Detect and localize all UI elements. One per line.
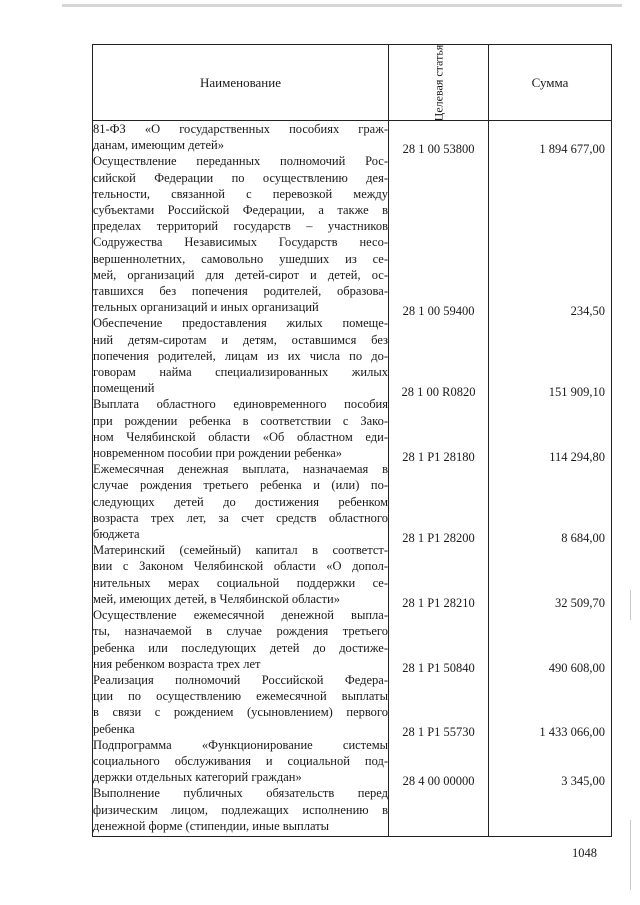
row-name-line: бюджета — [93, 527, 140, 542]
sums-column — [489, 121, 612, 837]
row-name-line: тельных организаций и иных организаций — [93, 300, 319, 315]
row-name-line: ребенка — [93, 721, 135, 736]
row-name-line: ний детям-сиротам и детям, оставшимся без — [93, 332, 388, 347]
row-name-line: данам, имеющим детей» — [93, 138, 224, 153]
row-code: 28 1 P1 50840 — [402, 660, 475, 675]
row-code: 28 1 00 59400 — [402, 304, 475, 319]
row-name-line: субъектами Российской Федерации, а также в — [93, 203, 388, 218]
row-name-line: говорам найма специализированных жилых — [93, 365, 388, 380]
row-name-line: 81-ФЗ «О государственных пособиях граж- — [93, 122, 388, 136]
row-name-line: пределах территорий государств – участников — [93, 219, 388, 234]
row-name — [93, 607, 388, 672]
row-name-line: следующих детей до достижения ребенком — [93, 494, 388, 509]
row-sum: 234,50 — [570, 304, 605, 319]
row-name-line: вии с Законом Челябинской области «О допол- — [93, 559, 388, 574]
row-sum: 114 294,80 — [549, 450, 605, 464]
row-name-line: случае рождения третьего ребенка и (или) по- — [93, 478, 388, 493]
row-name — [93, 672, 388, 737]
row-code: 28 1 P1 28210 — [402, 595, 475, 610]
row-name-line: ции по осуществлению ежемесячной выплаты — [93, 689, 388, 704]
row-name-line: держки отдельных категорий граждан» — [93, 770, 302, 785]
codes-column — [389, 121, 489, 837]
row-name-line: в связи с рождением (усыновлением) первого — [93, 705, 388, 720]
row-code: 28 1 P1 55730 — [402, 725, 475, 740]
row-code: 28 1 00 53800 — [402, 142, 475, 157]
header-code — [389, 45, 489, 121]
row-code: 28 1 P1 28180 — [402, 450, 475, 464]
row-name-line: Осуществление ежемесячной денежной выпла- — [93, 608, 388, 623]
row-name-line: Реализация полномочий Российской Федера- — [93, 672, 388, 687]
row-name-line: Выплата областного единовременного пособия — [93, 397, 388, 412]
row-name — [93, 396, 388, 461]
row-name — [93, 153, 388, 315]
header-sum: Сумма — [489, 45, 612, 121]
row-name-line: помещений — [93, 381, 155, 396]
row-name-line: ребенка или последующих детей до достиже- — [93, 640, 388, 655]
header-name: Наименование — [93, 45, 389, 121]
row-name-line: мей, имеющих детей, в Челябинской области» — [93, 591, 340, 606]
page-number: 1048 — [572, 846, 597, 860]
row-name-line: ты, назначаемой в случае рождения третьего — [93, 624, 388, 639]
row-name-line: тельности, связанной с перевозкой между — [93, 186, 388, 201]
row-sum: 32 509,70 — [555, 595, 605, 610]
row-name — [93, 461, 388, 542]
table-header-row — [93, 45, 612, 121]
row-name-line: попечения родителей, лицам из их числа по до- — [93, 348, 388, 363]
row-name-line: новременном пособии при рождении ребенка» — [93, 446, 343, 461]
row-name-line: при рождении ребенка в соответствии с Зако- — [93, 413, 388, 428]
row-name-line: вершеннолетних, самовольно ушедших из се- — [93, 251, 388, 266]
row-name-line: Подпрограмма «Функционирование системы — [93, 737, 388, 752]
row-name-line: денежной форме (стипендии, иные выплаты — [93, 818, 330, 833]
row-name-line: сийской Федерации по осуществлению дея- — [93, 170, 388, 185]
row-name — [93, 737, 388, 786]
row-code: 28 4 00 00000 — [402, 774, 475, 788]
row-name-line: ном Челябинской области «Об областном еди- — [93, 429, 388, 444]
row-name-line: Ежемесячная денежная выплата, назначаемая в — [93, 462, 388, 477]
row-name-line: физическим лицом, подлежащих исполнению в — [93, 802, 388, 817]
names-column — [93, 121, 389, 837]
header-code-label: Целевая статья — [431, 44, 446, 121]
row-name-line: социального обслуживания и социальной под- — [93, 753, 388, 768]
row-code: 28 1 P1 28200 — [402, 531, 475, 545]
row-sum: 151 909,10 — [548, 385, 605, 400]
row-sum: 3 345,00 — [561, 774, 605, 788]
row-name — [93, 121, 388, 153]
row-code: 28 1 00 R0820 — [401, 385, 476, 400]
scan-edge-shadow — [62, 4, 622, 7]
scan-edge-mark — [630, 590, 631, 620]
row-name-line: Осуществление переданных полномочий Рос- — [93, 154, 388, 169]
row-name — [93, 315, 388, 396]
row-name-line: мей, организаций для детей-сирот и детей, ос- — [93, 267, 388, 282]
row-name — [93, 785, 388, 834]
row-name-line: Содружества Независимых Государств несо- — [93, 235, 388, 250]
row-name-line: нительных мерах социальной поддержки се- — [93, 575, 388, 590]
table-body-row — [93, 121, 612, 837]
scan-edge-mark — [630, 820, 631, 890]
budget-table — [92, 44, 612, 837]
row-name-line: тавшихся без попечения родителей, образова- — [93, 284, 388, 299]
row-name-line: Материнский (семейный) капитал в соответст- — [93, 543, 388, 558]
row-sum: 8 684,00 — [561, 531, 605, 545]
row-name-line: Выполнение публичных обязательств перед — [93, 786, 388, 801]
row-name-line: ния ребенком возраста трех лет — [93, 656, 261, 671]
row-name — [93, 542, 388, 607]
row-sum: 490 608,00 — [548, 660, 605, 675]
row-name-line: Обеспечение предоставления жилых помеще- — [93, 316, 388, 331]
row-sum: 1 433 066,00 — [539, 725, 605, 740]
row-name-line: возраста трех лет, за счет средств областного — [93, 510, 388, 525]
row-sum: 1 894 677,00 — [539, 142, 605, 157]
